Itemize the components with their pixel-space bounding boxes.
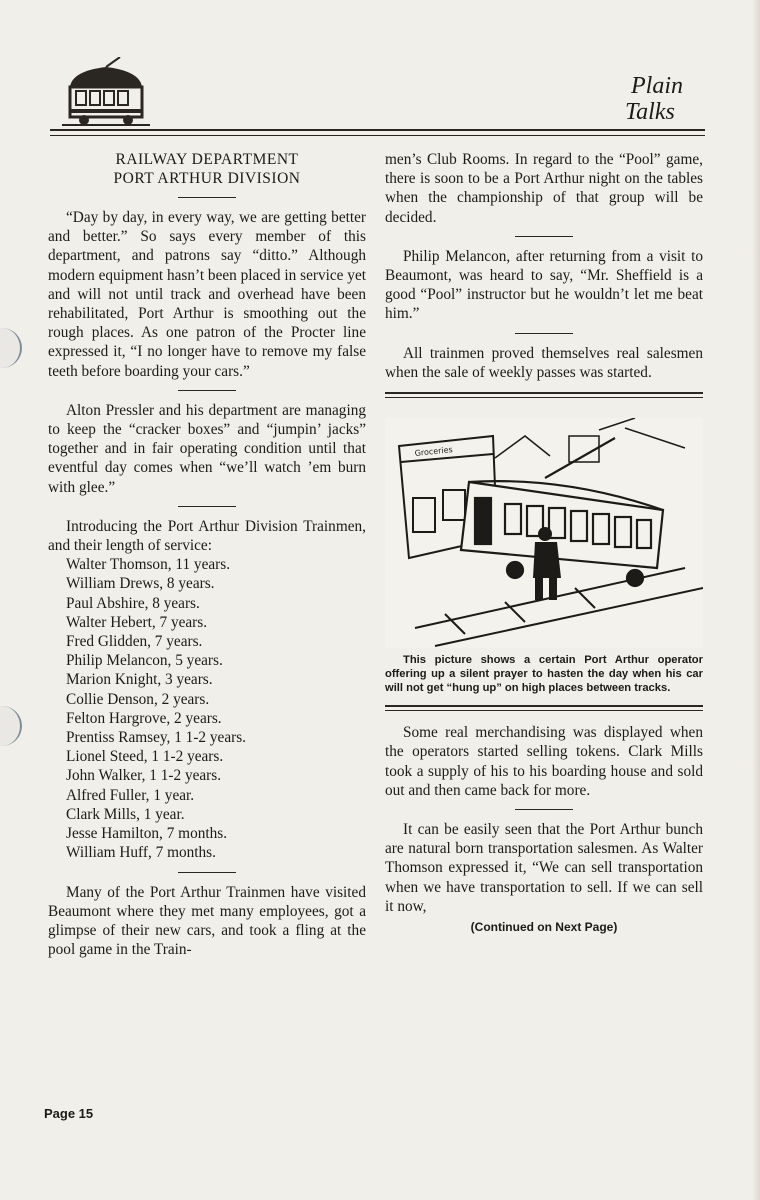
list-item: Paul Abshire, 8 years. [66, 594, 200, 612]
grocery-sign-text: Groceries [414, 445, 454, 459]
double-separator [385, 392, 703, 398]
section-separator [515, 236, 573, 237]
paragraph-club-rooms: men’s Club Rooms. In regard to the “Pool” game, there is soon to be a Port Arthur night on the tables when the championship of that group will be decided. [385, 151, 703, 226]
page-number: Page 15 [44, 1106, 94, 1121]
list-item: Alfred Fuller, 1 year. [66, 786, 195, 804]
double-separator [385, 705, 703, 711]
page-edge-shadow [752, 0, 760, 1200]
list-item: Walter Hebert, 7 years. [66, 613, 208, 631]
list-item: Fred Glidden, 7 years. [66, 633, 203, 651]
header-rule [50, 129, 705, 136]
section-separator [178, 197, 236, 198]
paragraph-natural-salesmen: It can be easily seen that the Port Arthur bunch are natural born transportation salesmen. As Walter Thomson expressed it, “We can sell transportation when we have transportation to sell. If we can sell it now, [385, 821, 703, 915]
list-item: Felton Hargrove, 2 years. [66, 709, 222, 727]
illustration-caption: This picture shows a certain Port Arthur operator offering up a silent prayer to hasten the day when his car will not get “hung up” on high places between tracks. [385, 654, 703, 695]
section-separator [515, 809, 573, 810]
section-separator [178, 506, 236, 507]
section-separator [178, 872, 236, 873]
paragraph-introducing-trainmen: Introducing the Port Arthur Division Trainmen, and their length of service: [48, 517, 366, 555]
logo-word-plain: Plain [631, 73, 683, 99]
paragraph-alton-pressler: Alton Pressler and his department are managing to keep the “cracker boxes” and “jumpin’ jacks” together and in fair operating condition until that eventful day comes when “we’ll watch ’em burn with glee.” [48, 401, 366, 496]
paragraph-weekly-passes: All trainmen proved themselves real salesmen when the sale of weekly passes was started. [385, 344, 703, 381]
list-item: William Huff, 7 months. [66, 844, 216, 862]
department-title-line1: RAILWAY DEPARTMENT [115, 151, 299, 168]
binder-hole-bottom [0, 706, 22, 746]
list-item: Clark Mills, 1 year. [66, 805, 185, 823]
list-item: John Walker, 1 1-2 years. [66, 767, 222, 785]
department-title-line2: PORT ARTHUR DIVISION [113, 170, 301, 187]
list-item: Collie Denson, 2 years. [66, 690, 210, 708]
paragraph-philip-melancon: Philip Melancon, after returning from a visit to Beaumont, was heard to say, “Mr. Sheffield is a good “Pool” instructor but he wouldn’t let me beat him.” [385, 247, 703, 323]
section-separator [515, 333, 573, 334]
paragraph-day-by-day: “Day by day, in every way, we are getting better and better.” So says every member of this department, and patrons say “ditto.” Although modern equipment hasn’t been placed in service yet and will not until track and overhead have been rehabilitated, Port Arthur is smoothing out the rough places. As one patron of the Procter line expressed it, “I no longer have to remove my false teeth before boarding your cars.” [48, 209, 366, 380]
section-separator [178, 390, 236, 391]
department-title [48, 150, 366, 188]
trainmen-list [48, 555, 366, 862]
list-item: William Drews, 8 years. [66, 575, 215, 593]
page-header [50, 55, 705, 135]
plain-talks-logo [625, 73, 705, 133]
left-column [48, 150, 366, 959]
paragraph-merchandising: Some real merchandising was displayed when the operators started selling tokens. Clark Mills took a supply of his to his boarding house and sold out and then came back for more. [385, 724, 703, 799]
list-item: Prentiss Ramsey, 1 1-2 years. [66, 729, 246, 747]
cartoon-illustration [385, 418, 703, 648]
right-column [385, 150, 703, 937]
list-item: Philip Melancon, 5 years. [66, 652, 223, 670]
list-item: Lionel Steed, 1 1-2 years. [66, 748, 224, 766]
continued-note: (Continued on Next Page) [470, 920, 618, 935]
paragraph-visited-beaumont: Many of the Port Arthur Trainmen have visited Beaumont where they met many employees, got a glimpse of their new cars, and took a fling at the pool game in the Train- [48, 883, 366, 959]
list-item: Marion Knight, 3 years. [66, 671, 213, 689]
streetcar-icon [62, 57, 150, 127]
logo-word-talks: Talks [625, 99, 675, 125]
list-item: Walter Thomson, 11 years. [66, 556, 231, 574]
binder-hole-top [0, 328, 22, 368]
list-item: Jesse Hamilton, 7 months. [66, 825, 228, 843]
